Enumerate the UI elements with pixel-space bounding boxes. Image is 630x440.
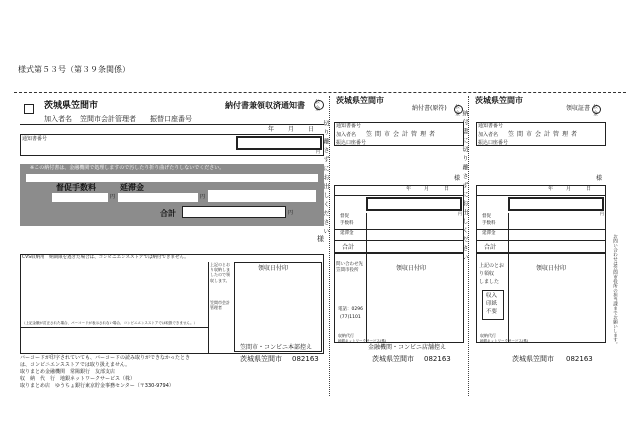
amount-box[interactable] [236, 136, 322, 150]
total-label: 合計 [160, 209, 176, 218]
date-year: 年 [548, 186, 554, 192]
stub2-city: 茨城県笠間市 [475, 96, 523, 105]
stub1-total-label: 合計 [342, 244, 355, 251]
stub2-agent-name: 地銀ネットワークサービス(株) [480, 339, 529, 343]
form-number: 様式第５３号（第３９条関係） [18, 65, 130, 74]
notice-no-label: 通知書番号 [22, 136, 48, 142]
cut-line [468, 96, 469, 396]
rule [366, 253, 367, 343]
yen-unit: 円 [200, 194, 206, 200]
stub1-fee-1: 督促 [340, 214, 349, 219]
stub2-total-label: 合計 [484, 244, 497, 251]
account-label: 振替口座番号 [150, 115, 192, 123]
rule [476, 195, 606, 196]
stub2-fee-1: 督促 [482, 214, 491, 219]
stub2-title: 領収証書 [566, 105, 591, 112]
fee-field-1[interactable] [52, 193, 108, 202]
revenue-stamp-3: 不要 [486, 309, 498, 315]
footer-code: 082163 [292, 355, 319, 363]
koukin-stamp: 公金 [592, 105, 601, 114]
main-city: 茨城県笠間市 [44, 101, 99, 111]
cvs-box-label: 笠間市・コンビニ本部控え [240, 344, 313, 351]
cvs-notice: CVS収納用 納期限を過ぎた場合は、コンビニエンスストアでは納付できません。 [22, 255, 189, 260]
rule [334, 240, 464, 241]
stub1-footer-code: 082163 [424, 355, 451, 363]
bottom-note-1: バーコードが印字されていても、バーコードの読み取りができなかったとき [20, 355, 191, 361]
stub1-copy-label: 金融機関・コンビニ店舗控え [368, 344, 447, 351]
stub1-honorific: 様 [454, 175, 461, 182]
rule [334, 229, 464, 230]
revenue-stamp-1: 収入 [486, 293, 498, 299]
stub2-amount-box[interactable] [508, 197, 604, 211]
date-month: 月 [566, 186, 572, 192]
vertical-note-far-right: お問い合わせは笠間市役所の担当課までお願いします。 [612, 234, 618, 347]
rule [366, 213, 367, 253]
stub1-notice-no-label: 通知書番号 [336, 123, 362, 129]
stub2-agent: 収納代行 [480, 333, 496, 338]
side-note: 上記のとおり収納しましたので領収します。 [210, 262, 230, 283]
date-month: 月 [424, 186, 430, 192]
rule [508, 253, 509, 343]
stub2-payee-label: 加入者名 [478, 132, 499, 138]
rule [20, 327, 208, 328]
banner-strip [26, 174, 318, 182]
payee-value: 笠間市会計管理者 [80, 115, 136, 123]
rule [508, 213, 509, 253]
checkbox[interactable] [24, 104, 34, 114]
rule [476, 229, 606, 230]
stub1-amount-box[interactable] [366, 197, 462, 211]
stub1-title: 納付書(原符) [412, 105, 447, 112]
date-day: 日 [444, 186, 450, 192]
stub1-tel2: (77)1101 [340, 315, 361, 320]
bottom-note-2: は、コンビニエンスストアでは取り扱えません。 [20, 362, 131, 368]
stub1-inquiry: 問い合わせ先笠間市役所 [336, 262, 363, 274]
stub2-fee-2: 手数料 [482, 221, 496, 226]
stub1-receipt-stamp-label: 領収日付印 [396, 265, 427, 272]
stub1-payee-label: 加入者名 [336, 132, 357, 138]
stub1-account-label: 振込口座番号 [336, 140, 367, 146]
yen-unit: 円 [110, 194, 116, 200]
fee-label-2: 延滞金 [120, 183, 144, 192]
cut-line [329, 96, 330, 396]
fee-label-1: 督促手数料 [56, 183, 96, 192]
yen-unit: 円 [600, 211, 604, 216]
main-title: 納付書兼領収済通知書 [225, 101, 305, 110]
stub1-footer-city: 茨城県笠間市 [372, 355, 414, 363]
stub2-received-2: り領収 [479, 271, 495, 277]
rule [334, 195, 464, 196]
stub1-city: 茨城県笠間市 [336, 96, 384, 105]
stub2-received-1: 上記のとお [479, 263, 505, 269]
stub1-tel: 電話：0296 [338, 307, 363, 312]
stub2-receipt-stamp-label: 領収日付印 [536, 265, 567, 272]
stub1-agent-name: 地銀ネットワークサービス(株) [338, 339, 387, 343]
stub1-payee-value: 笠間市会計管理者 [366, 131, 439, 138]
date-year: 年 [406, 186, 412, 192]
barcode-strip [208, 190, 316, 202]
footer-city: 茨城県笠間市 [240, 355, 282, 363]
honorific: 様 [317, 235, 324, 243]
koukin-stamp: 公金 [314, 100, 324, 110]
yen-unit: 円 [458, 211, 462, 216]
revenue-stamp-2: 印紙 [486, 301, 498, 307]
stub2-account-label: 振込口座番号 [478, 140, 509, 146]
stub2-fee-3: 延滞金 [482, 231, 496, 236]
stub2-payee-value: 笠間市会計管理者 [508, 131, 581, 138]
stub2-footer-code: 082163 [566, 355, 593, 363]
barcode-note: （上記金額が訂正された場合、バーコードが表示されない場合、コンビニエンスストアでは取扱できません。） [22, 321, 198, 325]
koukin-stamp: 公金 [454, 105, 463, 114]
yen-unit: 円 [288, 210, 294, 216]
fee-field-2[interactable] [118, 193, 198, 202]
receipt-stamp-label: 領収日付印 [258, 265, 289, 272]
stub2-received-3: しました [479, 279, 500, 285]
rule [476, 240, 606, 241]
bottom-note-5: 取りまとめ店 ゆうちょ銀行東京貯金事務センター（〒330-9794） [20, 383, 174, 389]
date-day: 日 [586, 186, 592, 192]
rule [20, 124, 324, 125]
cut-line [14, 92, 626, 93]
payee-label: 加入者名 [44, 115, 72, 123]
stub1-fee-3: 延滞金 [340, 231, 354, 236]
yen-unit: 円 [316, 149, 320, 154]
date-day: 日 [308, 126, 315, 133]
stub2-footer-city: 茨城県笠間市 [512, 355, 554, 363]
rule [208, 262, 209, 354]
vertical-note-middle: 納付書に切り離さずにお出しください [461, 110, 468, 263]
stub2-honorific: 様 [596, 175, 603, 182]
date-month: 月 [288, 126, 295, 133]
stub2-notice-no-label: 通知書番号 [478, 123, 504, 129]
vertical-note-left: 切り離さずにお出しください [322, 120, 329, 237]
receipt-stamp-box [234, 262, 322, 352]
total-field[interactable] [182, 206, 286, 218]
stub1-fee-2: 手数料 [340, 221, 354, 226]
notice-banner: ※この納付書は、金融機関で処理しますので汚したり折り曲げたりしないでください。 [30, 165, 225, 171]
bottom-note-3: 取りまとめ金融機関 常陽銀行 友部支店 [20, 369, 116, 375]
mgr-label: 笠間市会計管理者 [210, 300, 230, 311]
bottom-note-4: 収 納 代 行 地銀ネットワークサービス（株） [20, 376, 136, 382]
date-year: 年 [268, 126, 275, 133]
stub1-agent: 収納代行 [338, 333, 354, 338]
